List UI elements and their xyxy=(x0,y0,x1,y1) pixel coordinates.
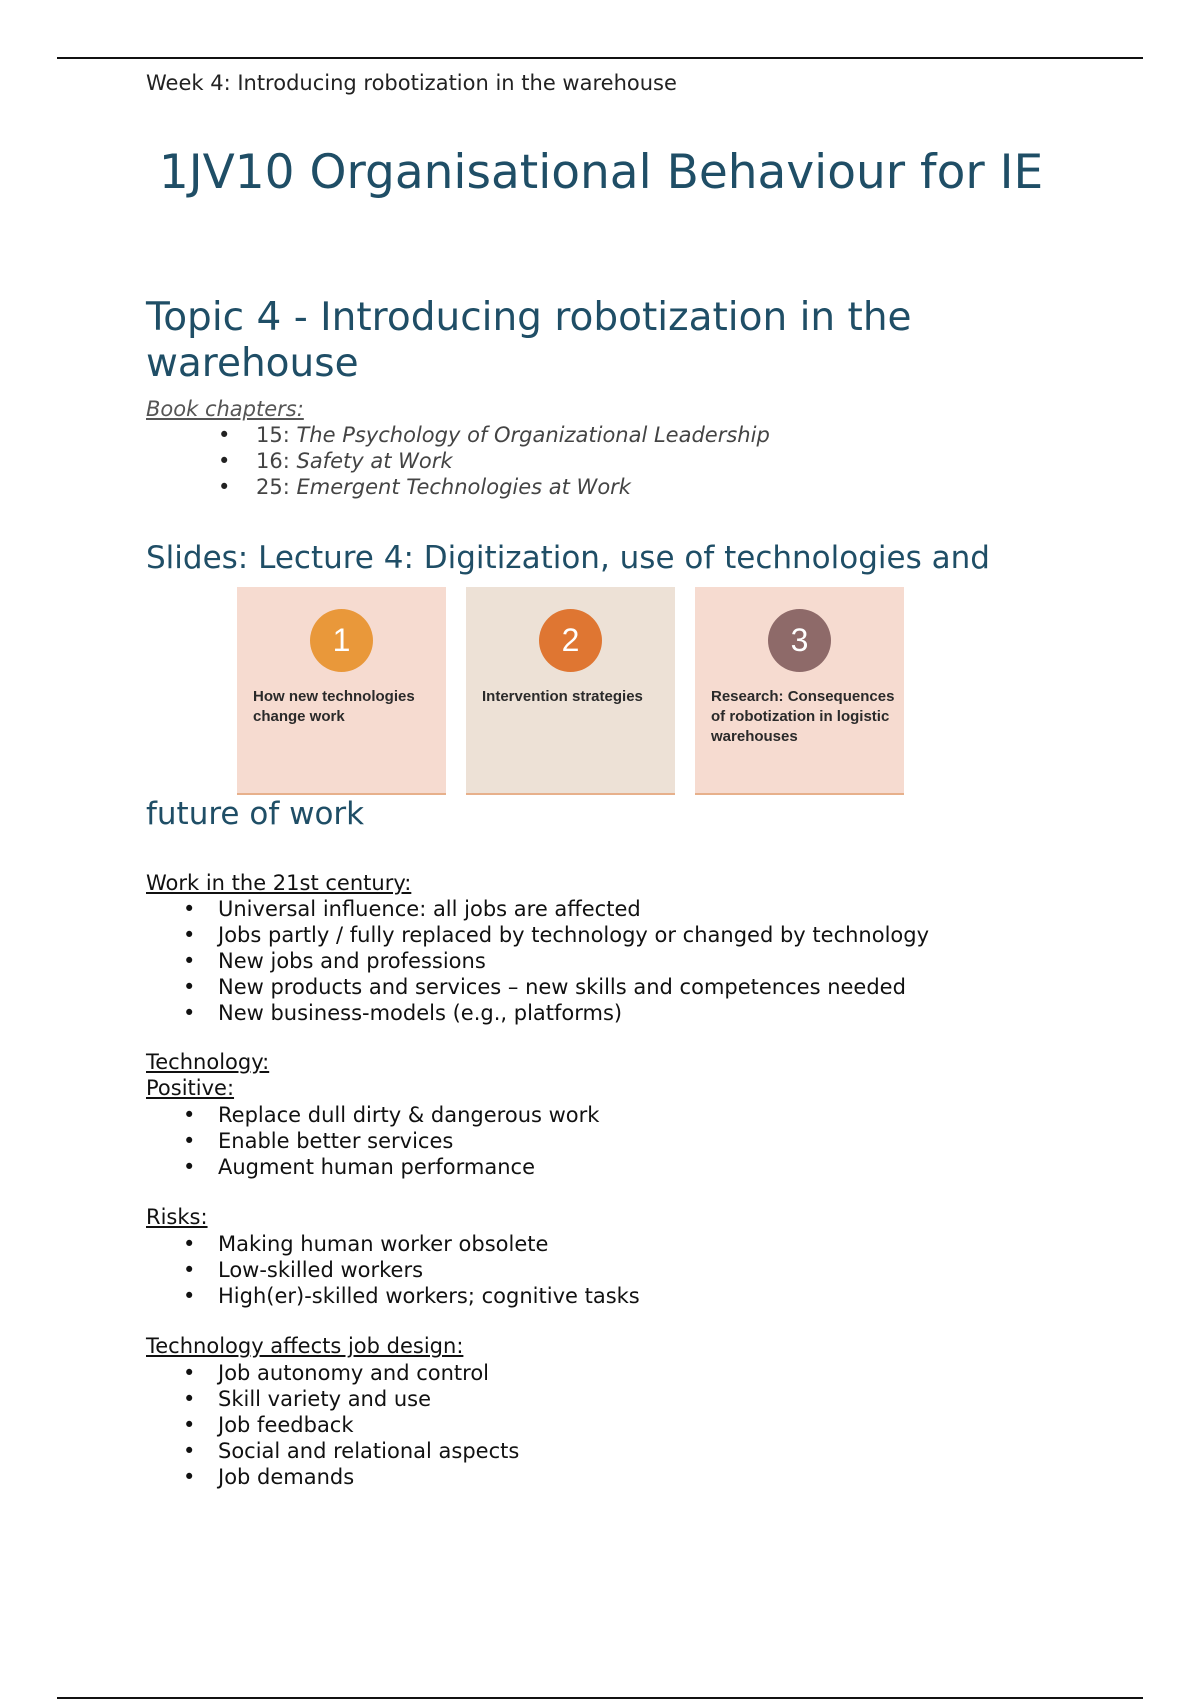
chapter-number: 16: xyxy=(256,449,297,473)
card-2 xyxy=(466,587,675,795)
top-rule xyxy=(57,57,1143,59)
book-chapters-list xyxy=(146,422,770,500)
chapter-number: 15: xyxy=(256,423,297,447)
technology-label: Technology: xyxy=(146,1050,270,1074)
list-item: • New products and services – new skills and competences needed xyxy=(146,974,929,1000)
chapter-name: Safety at Work xyxy=(296,449,453,473)
positive-list xyxy=(146,1102,599,1180)
list-item: • New jobs and professions xyxy=(146,948,929,974)
list-item: • Job feedback xyxy=(146,1412,519,1438)
list-item: • Enable better services xyxy=(146,1128,599,1154)
list-item: • Jobs partly / fully replaced by technology or changed by technology xyxy=(146,922,929,948)
list-item: • Low-skilled workers xyxy=(146,1257,640,1283)
topic-heading: Topic 4 - Introducing robotization in the warehouse xyxy=(146,295,912,386)
list-item: • Skill variety and use xyxy=(146,1386,519,1412)
list-item xyxy=(146,422,770,448)
card-number-badge: 3 xyxy=(768,609,831,672)
slides-heading-continued: future of work xyxy=(146,796,365,832)
list-item: • Social and relational aspects xyxy=(146,1438,519,1464)
list-item: • Job demands xyxy=(146,1464,519,1490)
chapter-name: Emergent Technologies at Work xyxy=(296,475,631,499)
card-1 xyxy=(237,587,446,795)
list-item xyxy=(146,448,770,474)
list-item xyxy=(146,474,770,500)
list-item: • New business-models (e.g., platforms) xyxy=(146,1000,929,1026)
card-text: How new technologies change work xyxy=(253,688,415,725)
work-21st-century-list xyxy=(146,896,929,1026)
list-item: • Replace dull dirty & dangerous work xyxy=(146,1102,599,1128)
slides-heading: Slides: Lecture 4: Digitization, use of technologies and xyxy=(146,540,990,576)
card-number-badge: 1 xyxy=(310,609,373,672)
page-header: Week 4: Introducing robotization in the warehouse xyxy=(146,71,677,95)
list-item: • Augment human performance xyxy=(146,1154,599,1180)
card-text: Intervention strategies xyxy=(482,688,643,705)
job-design-list xyxy=(146,1360,519,1490)
document-title: 1JV10 Organisational Behaviour for IE xyxy=(158,145,1044,200)
chapter-number: 25: xyxy=(256,475,297,499)
card-number-badge: 2 xyxy=(539,609,602,672)
card-3 xyxy=(695,587,904,795)
positive-label: Positive: xyxy=(146,1076,235,1100)
list-item: • Making human worker obsolete xyxy=(146,1231,640,1257)
risks-label: Risks: xyxy=(146,1205,208,1229)
bottom-rule xyxy=(57,1697,1143,1699)
list-item: • High(er)-skilled workers; cognitive tasks xyxy=(146,1283,640,1309)
list-item: • Universal influence: all jobs are affected xyxy=(146,896,929,922)
list-item: • Job autonomy and control xyxy=(146,1360,519,1386)
risks-list xyxy=(146,1231,640,1309)
job-design-label: Technology affects job design: xyxy=(146,1334,464,1358)
chapter-name: The Psychology of Organizational Leadership xyxy=(296,423,770,447)
book-chapters-label: Book chapters: xyxy=(146,397,304,421)
card-text: Research: Consequences of robotization in logistic warehouses xyxy=(711,688,895,745)
work-21st-century-label: Work in the 21st century: xyxy=(146,871,412,895)
